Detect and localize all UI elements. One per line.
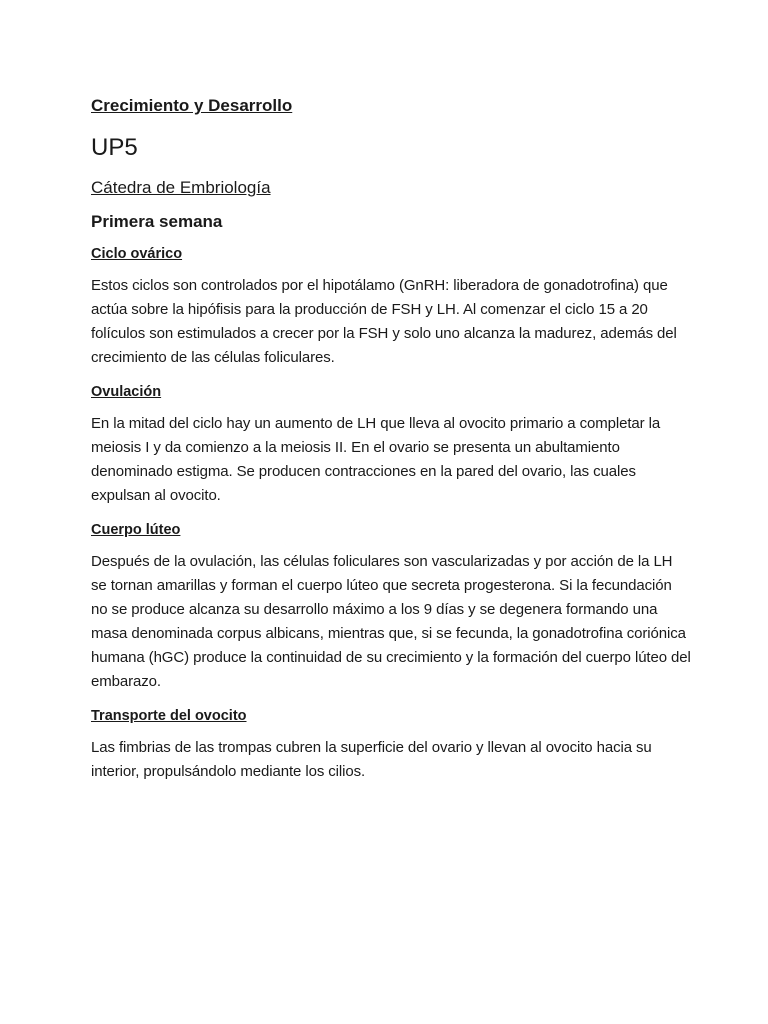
- unit-title: UP5: [91, 134, 138, 161]
- section-body-cuerpo-luteo: Después de la ovulación, las células foliculares son vascularizadas y por acción de la LH se tornan amarillas y forman el cuerpo lúteo que secreta progesterona. Si la fecundación no se produce alcanza su desarrollo máximo a los 9 días y se degenera formando una masa denominada corpus albicans, mientras que, si se fecunda, la gonadotrofina coriónica humana (hGC) produce la continuidad de su crecimiento y la formación del cuerpo lúteo del embarazo.: [91, 553, 691, 690]
- section-body-ciclo-ovarico: Estos ciclos son controlados por el hipotálamo (GnRH: liberadora de gonadotrofina) que actúa sobre la hipófisis para la producción de FSH y LH. Al comenzar el ciclo 15 a 20 folículos son estimulados a crecer por la FSH y solo uno alcanza la madurez, además del crecimiento de las células foliculares.: [91, 277, 677, 366]
- section-heading-ovulacion: Ovulación: [91, 384, 162, 400]
- week-title: Primera semana: [91, 212, 223, 231]
- document-page: [91, 92, 691, 794]
- document-title: Crecimiento y Desarrollo: [91, 96, 293, 115]
- department-title: Cátedra de Embriología: [91, 178, 271, 197]
- section-body-ovulacion: En la mitad del ciclo hay un aumento de LH que lleva al ovocito primario a completar la meiosis I y da comienzo a la meiosis II. En el ovario se presenta un abultamiento denominado estigma. Se producen contracciones en la pared del ovario, las cuales expulsan al ovocito.: [91, 415, 661, 504]
- section-heading-transporte-ovocito: Transporte del ovocito: [91, 708, 247, 724]
- section-heading-ciclo-ovarico: Ciclo ovárico: [91, 246, 183, 262]
- section-body-transporte-ovocito: Las fimbrias de las trompas cubren la superficie del ovario y llevan al ovocito hacia su interior, propulsándolo mediante los cilios.: [91, 739, 652, 780]
- section-heading-cuerpo-luteo: Cuerpo lúteo: [91, 522, 181, 538]
